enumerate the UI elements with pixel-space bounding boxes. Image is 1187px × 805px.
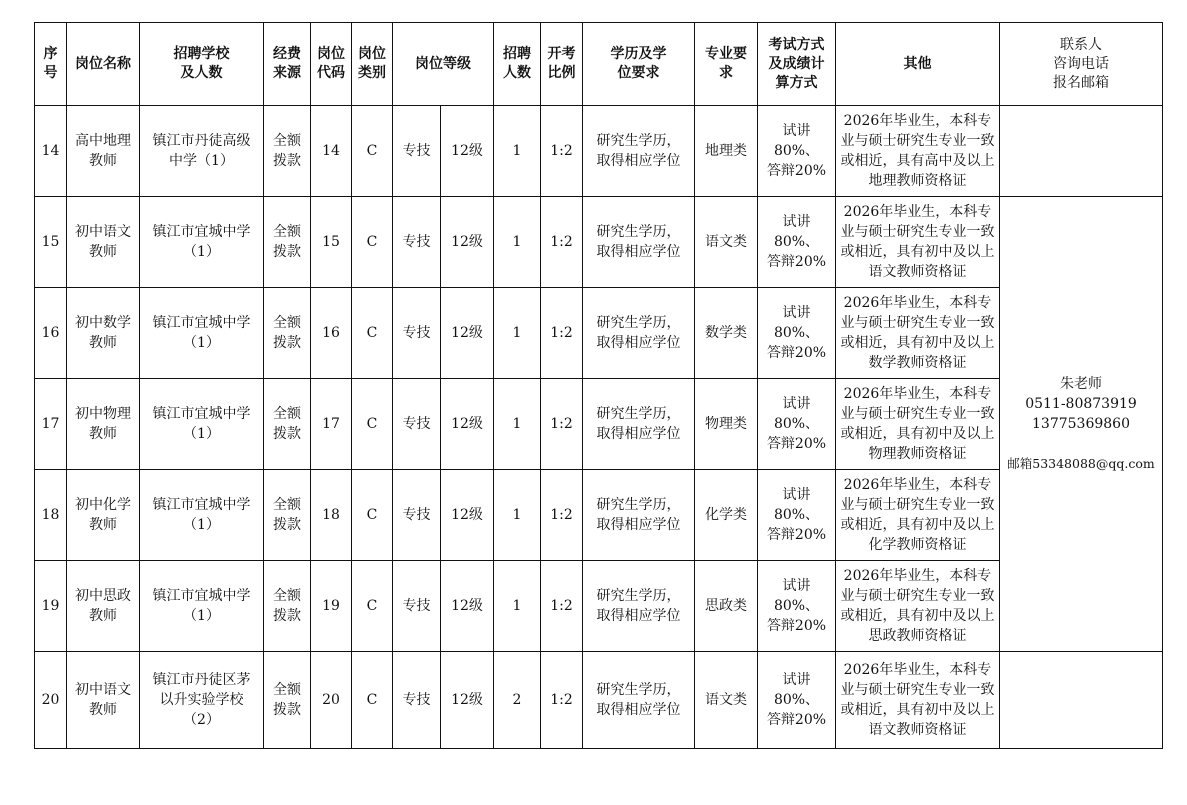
cell-major: 语文类 [695, 197, 758, 288]
header-seq: 序 号 [35, 23, 67, 106]
cell-school: 镇江市宜城中学 （1） [140, 288, 264, 379]
header-code: 岗位 代码 [311, 23, 352, 106]
cell-code: 19 [311, 561, 352, 652]
cell-ratio: 1:2 [541, 652, 583, 749]
cell-position: 初中物理 教师 [67, 379, 140, 470]
cell-grade-level: 12级 [441, 379, 494, 470]
cell-ratio: 1:2 [541, 379, 583, 470]
cell-seq: 17 [35, 379, 67, 470]
cell-seq: 18 [35, 470, 67, 561]
cell-ratio: 1:2 [541, 470, 583, 561]
cell-position: 初中语文 教师 [67, 652, 140, 749]
cell-other: 2026年毕业生，本科专业与硕士研究生专业一致或相近，具有高中及以上地理教师资格证 [836, 106, 1000, 197]
cell-major: 语文类 [695, 652, 758, 749]
cell-education: 研究生学历， 取得相应学位 [583, 652, 695, 749]
cell-education: 研究生学历， 取得相应学位 [583, 379, 695, 470]
cell-count: 1 [494, 470, 541, 561]
cell-education: 研究生学历， 取得相应学位 [583, 288, 695, 379]
header-category: 岗位 类别 [352, 23, 393, 106]
cell-major: 数学类 [695, 288, 758, 379]
cell-funding: 全额 拨款 [264, 561, 311, 652]
cell-code: 16 [311, 288, 352, 379]
cell-major: 地理类 [695, 106, 758, 197]
cell-contact-empty [1000, 652, 1163, 749]
cell-position: 初中思政 教师 [67, 561, 140, 652]
header-exam: 考试方式 及成绩计 算方式 [758, 23, 836, 106]
cell-grade-type: 专技 [393, 561, 441, 652]
cell-other: 2026年毕业生，本科专业与硕士研究生专业一致或相近，具有初中及以上语文教师资格证 [836, 197, 1000, 288]
header-education: 学历及学 位要求 [583, 23, 695, 106]
table-row [35, 470, 1163, 561]
cell-other: 2026年毕业生，本科专业与硕士研究生专业一致或相近，具有初中及以上物理教师资格证 [836, 379, 1000, 470]
cell-seq: 20 [35, 652, 67, 749]
header-contact: 联系人 咨询电话 报名邮箱 [1000, 23, 1163, 106]
cell-code: 20 [311, 652, 352, 749]
cell-education: 研究生学历， 取得相应学位 [583, 106, 695, 197]
cell-seq: 19 [35, 561, 67, 652]
cell-code: 17 [311, 379, 352, 470]
cell-exam: 试讲80%、 答辩20% [758, 470, 836, 561]
cell-grade-level: 12级 [441, 197, 494, 288]
cell-funding: 全额 拨款 [264, 106, 311, 197]
cell-count: 1 [494, 197, 541, 288]
cell-grade-level: 12级 [441, 470, 494, 561]
cell-exam: 试讲80%、 答辩20% [758, 652, 836, 749]
cell-grade-type: 专技 [393, 470, 441, 561]
cell-code: 15 [311, 197, 352, 288]
cell-code: 18 [311, 470, 352, 561]
recruitment-table [34, 22, 1163, 749]
header-funding: 经费 来源 [264, 23, 311, 106]
cell-school: 镇江市丹徒区茅 以升实验学校 （2） [140, 652, 264, 749]
cell-exam: 试讲80%、 答辩20% [758, 288, 836, 379]
cell-education: 研究生学历， 取得相应学位 [583, 561, 695, 652]
cell-position: 初中数学 教师 [67, 288, 140, 379]
cell-exam: 试讲80%、 答辩20% [758, 561, 836, 652]
contact-phone-mobile: 13775369860 [1032, 416, 1130, 432]
cell-category: C [352, 652, 393, 749]
cell-grade-type: 专技 [393, 379, 441, 470]
cell-other: 2026年毕业生，本科专业与硕士研究生专业一致或相近，具有初中及以上语文教师资格证 [836, 652, 1000, 749]
header-position: 岗位名称 [67, 23, 140, 106]
cell-ratio: 1:2 [541, 106, 583, 197]
table-row [35, 652, 1163, 749]
table-row [35, 288, 1163, 379]
cell-major: 思政类 [695, 561, 758, 652]
cell-major: 化学类 [695, 470, 758, 561]
header-grade: 岗位等级 [393, 23, 494, 106]
cell-school: 镇江市宜城中学 （1） [140, 470, 264, 561]
cell-grade-level: 12级 [441, 288, 494, 379]
cell-ratio: 1:2 [541, 288, 583, 379]
cell-code: 14 [311, 106, 352, 197]
cell-category: C [352, 561, 393, 652]
cell-grade-type: 专技 [393, 288, 441, 379]
cell-grade-level: 12级 [441, 561, 494, 652]
table-row [35, 379, 1163, 470]
cell-exam: 试讲80%、 答辩20% [758, 197, 836, 288]
cell-ratio: 1:2 [541, 561, 583, 652]
cell-count: 1 [494, 288, 541, 379]
header-row [35, 23, 1163, 106]
cell-grade-level: 12级 [441, 106, 494, 197]
cell-count: 1 [494, 379, 541, 470]
header-major: 专业要 求 [695, 23, 758, 106]
cell-category: C [352, 197, 393, 288]
cell-count: 1 [494, 561, 541, 652]
contact-info [1000, 197, 1163, 652]
header-other: 其他 [836, 23, 1000, 106]
contact-name: 朱老师 [1060, 376, 1102, 392]
cell-other: 2026年毕业生，本科专业与硕士研究生专业一致或相近，具有初中及以上数学教师资格证 [836, 288, 1000, 379]
cell-school: 镇江市丹徒高级 中学（1） [140, 106, 264, 197]
table-row [35, 561, 1163, 652]
cell-funding: 全额 拨款 [264, 379, 311, 470]
cell-other: 2026年毕业生，本科专业与硕士研究生专业一致或相近，具有初中及以上思政教师资格证 [836, 561, 1000, 652]
cell-contact-empty [1000, 106, 1163, 197]
header-school: 招聘学校 及人数 [140, 23, 264, 106]
cell-major: 物理类 [695, 379, 758, 470]
cell-school: 镇江市宜城中学 （1） [140, 379, 264, 470]
cell-school: 镇江市宜城中学 （1） [140, 197, 264, 288]
cell-category: C [352, 106, 393, 197]
cell-grade-type: 专技 [393, 197, 441, 288]
cell-school: 镇江市宜城中学 （1） [140, 561, 264, 652]
header-ratio: 开考 比例 [541, 23, 583, 106]
table-row [35, 197, 1163, 288]
cell-education: 研究生学历， 取得相应学位 [583, 470, 695, 561]
cell-grade-type: 专技 [393, 652, 441, 749]
cell-seq: 16 [35, 288, 67, 379]
cell-other: 2026年毕业生，本科专业与硕士研究生专业一致或相近，具有初中及以上化学教师资格证 [836, 470, 1000, 561]
cell-funding: 全额 拨款 [264, 288, 311, 379]
cell-seq: 15 [35, 197, 67, 288]
cell-position: 初中化学 教师 [67, 470, 140, 561]
cell-exam: 试讲80%、 答辩20% [758, 379, 836, 470]
cell-grade-level: 12级 [441, 652, 494, 749]
cell-position: 高中地理 教师 [67, 106, 140, 197]
cell-count: 2 [494, 652, 541, 749]
cell-category: C [352, 288, 393, 379]
table-row [35, 106, 1163, 197]
cell-funding: 全额 拨款 [264, 470, 311, 561]
cell-position: 初中语文 教师 [67, 197, 140, 288]
cell-education: 研究生学历， 取得相应学位 [583, 197, 695, 288]
cell-exam: 试讲80%、 答辩20% [758, 106, 836, 197]
cell-category: C [352, 379, 393, 470]
cell-ratio: 1:2 [541, 197, 583, 288]
cell-category: C [352, 470, 393, 561]
cell-funding: 全额 拨款 [264, 197, 311, 288]
cell-count: 1 [494, 106, 541, 197]
contact-email: 邮箱53348088@qq.com [1007, 456, 1155, 471]
contact-phone-landline: 0511-80873919 [1025, 396, 1137, 412]
cell-grade-type: 专技 [393, 106, 441, 197]
cell-funding: 全额 拨款 [264, 652, 311, 749]
header-count: 招聘 人数 [494, 23, 541, 106]
cell-seq: 14 [35, 106, 67, 197]
